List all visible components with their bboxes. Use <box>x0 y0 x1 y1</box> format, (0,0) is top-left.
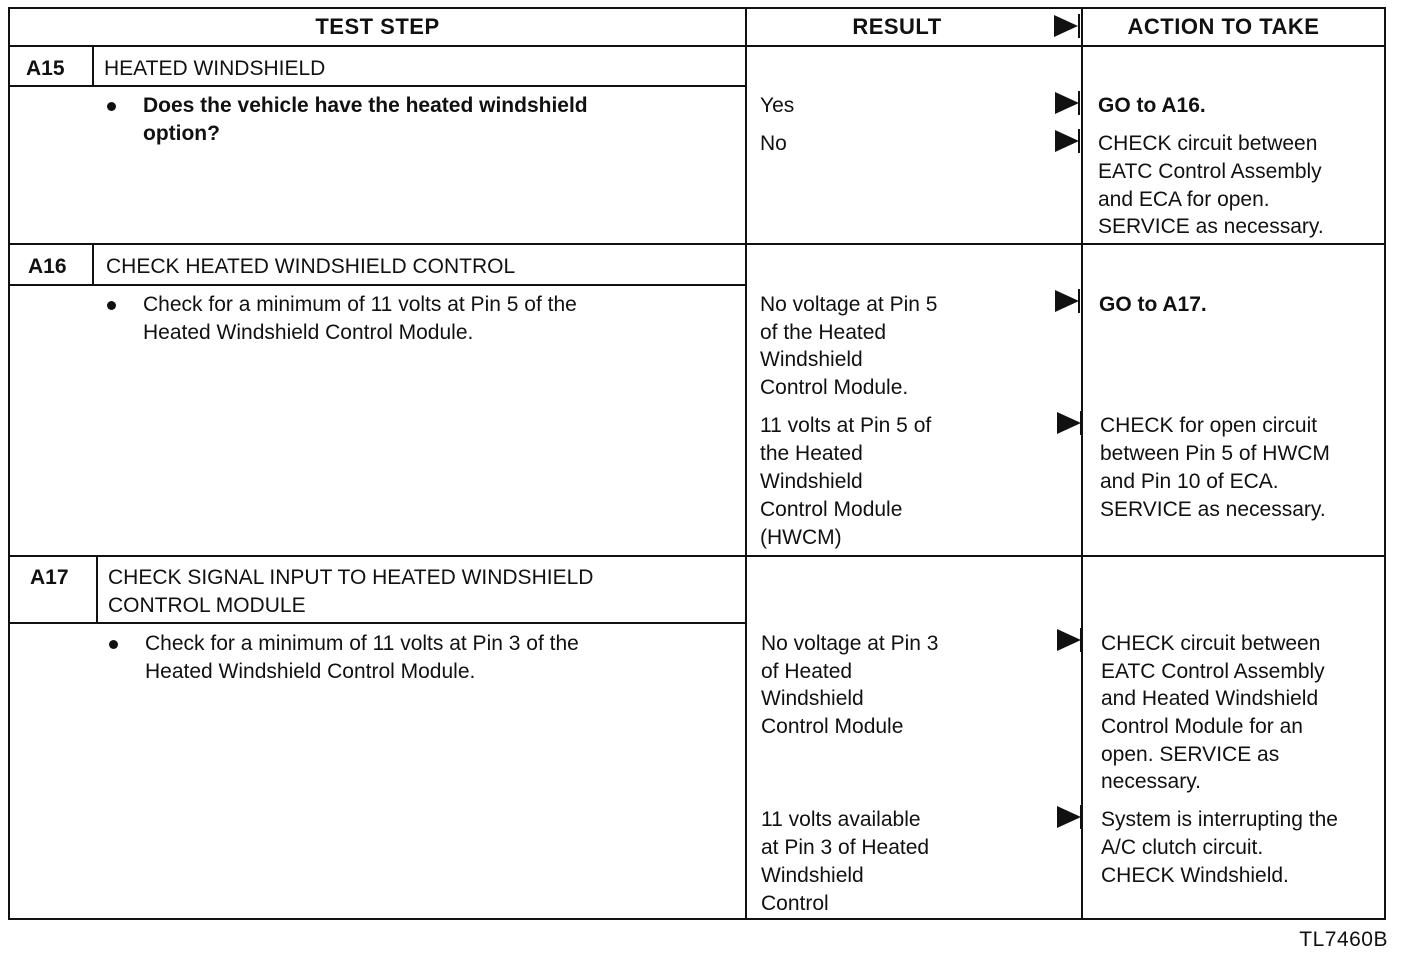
result-a17-first-line1: No voltage at Pin 3 <box>761 632 939 655</box>
action-a17-first-line3: and Heated Windshield <box>1101 687 1319 710</box>
step-question-a16-line2: Heated Windshield Control Module. <box>143 321 474 344</box>
action-a15-no-line2: EATC Control Assembly <box>1098 160 1322 183</box>
a16-id-divider <box>92 243 94 286</box>
table-left-border <box>8 7 10 920</box>
action-a16-second-line3: and Pin 10 of ECA. <box>1100 470 1279 493</box>
bullet-icon <box>109 640 118 649</box>
action-a16-second-line1: CHECK for open circuit <box>1100 414 1318 437</box>
result-a16-first-line2: of the Heated <box>760 321 887 344</box>
result-a16-second-line3: Windshield <box>760 470 863 493</box>
result-a15-no: No <box>760 132 787 155</box>
result-a16-second-line5: (HWCM) <box>760 526 842 549</box>
result-arrow-bar <box>1080 805 1082 829</box>
result-a16-second-line1: 11 volts at Pin 5 of <box>760 414 932 437</box>
action-a17-second-line2: A/C clutch circuit. <box>1101 836 1264 859</box>
action-a15-yes: GO to A16. <box>1098 94 1206 117</box>
header-arrow-icon <box>1054 15 1078 37</box>
result-a16-first-line1: No voltage at Pin 5 <box>760 293 938 316</box>
result-arrow-bar <box>1080 628 1082 652</box>
result-arrow-icon <box>1055 290 1079 312</box>
action-a17-second-line3: CHECK Windshield. <box>1101 864 1289 887</box>
result-a17-first-line4: Control Module <box>761 715 904 738</box>
step-question-a15-line2: option? <box>143 122 220 145</box>
action-a17-first-line1: CHECK circuit between <box>1101 632 1321 655</box>
result-arrow-bar <box>1078 289 1080 313</box>
a17-title-bottom <box>8 622 747 624</box>
action-a15-no-line1: CHECK circuit between <box>1098 132 1318 155</box>
action-a17-second-line1: System is interrupting the <box>1101 808 1338 831</box>
result-a15-yes: Yes <box>760 94 795 117</box>
table-bottom-border <box>8 918 1386 920</box>
result-arrow-icon <box>1055 130 1079 152</box>
result-column-divider <box>745 7 747 920</box>
a15-id-divider <box>92 45 94 87</box>
step-title-a17-line2: CONTROL MODULE <box>108 594 306 617</box>
a16-title-bottom <box>8 284 747 286</box>
result-arrow-bar <box>1078 129 1080 153</box>
bullet-icon <box>107 301 116 310</box>
step-title-a17-line1: CHECK SIGNAL INPUT TO HEATED WINDSHIELD <box>108 566 594 589</box>
step-question-a17-line1: Check for a minimum of 11 volts at Pin 3 of the <box>145 632 579 655</box>
bullet-icon <box>107 102 116 111</box>
result-a17-second-line1: 11 volts available <box>761 808 921 831</box>
action-a17-first-line4: Control Module for an <box>1101 715 1303 738</box>
result-a16-first-line4: Control Module. <box>760 376 909 399</box>
result-a17-second-line3: Windshield <box>761 864 864 887</box>
a15-title-bottom <box>8 85 747 87</box>
step-question-a16-line1: Check for a minimum of 11 volts at Pin 5 of the <box>143 293 577 316</box>
action-a17-first-line5: open. SERVICE as <box>1101 743 1280 766</box>
a16-row-bottom <box>8 555 1386 557</box>
header-bottom-border <box>8 45 1386 47</box>
result-a17-first-line2: of Heated <box>761 660 853 683</box>
header-result: RESULT <box>852 14 942 39</box>
action-a16-second-line2: between Pin 5 of HWCM <box>1100 442 1330 465</box>
step-title-a16: CHECK HEATED WINDSHIELD CONTROL <box>106 255 516 278</box>
result-a17-first-line3: Windshield <box>761 687 864 710</box>
result-arrow-bar <box>1080 411 1082 435</box>
result-arrow-icon <box>1057 412 1081 434</box>
step-id-a17: A17 <box>30 566 69 589</box>
action-a15-no-line3: and ECA for open. <box>1098 188 1270 211</box>
step-title-a15: HEATED WINDSHIELD <box>104 57 326 80</box>
table-top-border <box>8 7 1386 9</box>
result-arrow-bar <box>1078 91 1080 115</box>
step-question-a15-line1: Does the vehicle have the heated windshield <box>143 94 588 117</box>
figure-reference: TL7460B <box>1299 928 1388 951</box>
result-arrow-icon <box>1055 92 1079 114</box>
action-a15-no-line4: SERVICE as necessary. <box>1098 215 1324 238</box>
action-column-divider <box>1081 7 1083 920</box>
header-test-step: TEST STEP <box>315 14 440 39</box>
action-a16-second-line4: SERVICE as necessary. <box>1100 498 1326 521</box>
result-a17-second-line4: Control <box>761 892 829 915</box>
step-question-a17-line2: Heated Windshield Control Module. <box>145 660 476 683</box>
action-a16-first: GO to A17. <box>1099 293 1207 316</box>
action-a17-first-line2: EATC Control Assembly <box>1101 660 1325 683</box>
result-a17-second-line2: at Pin 3 of Heated <box>761 836 930 859</box>
result-a16-second-line4: Control Module <box>760 498 903 521</box>
a17-id-divider <box>96 555 98 624</box>
header-arrow-bar <box>1078 14 1080 38</box>
action-a17-first-line6: necessary. <box>1101 770 1201 793</box>
a15-row-bottom <box>8 243 1386 245</box>
result-arrow-icon <box>1057 629 1081 651</box>
step-id-a15: A15 <box>26 57 65 80</box>
table-right-border <box>1384 7 1386 920</box>
step-id-a16: A16 <box>28 255 67 278</box>
result-arrow-icon <box>1057 806 1081 828</box>
result-a16-second-line2: the Heated <box>760 442 863 465</box>
header-action: ACTION TO TAKE <box>1127 14 1320 39</box>
result-a16-first-line3: Windshield <box>760 348 863 371</box>
